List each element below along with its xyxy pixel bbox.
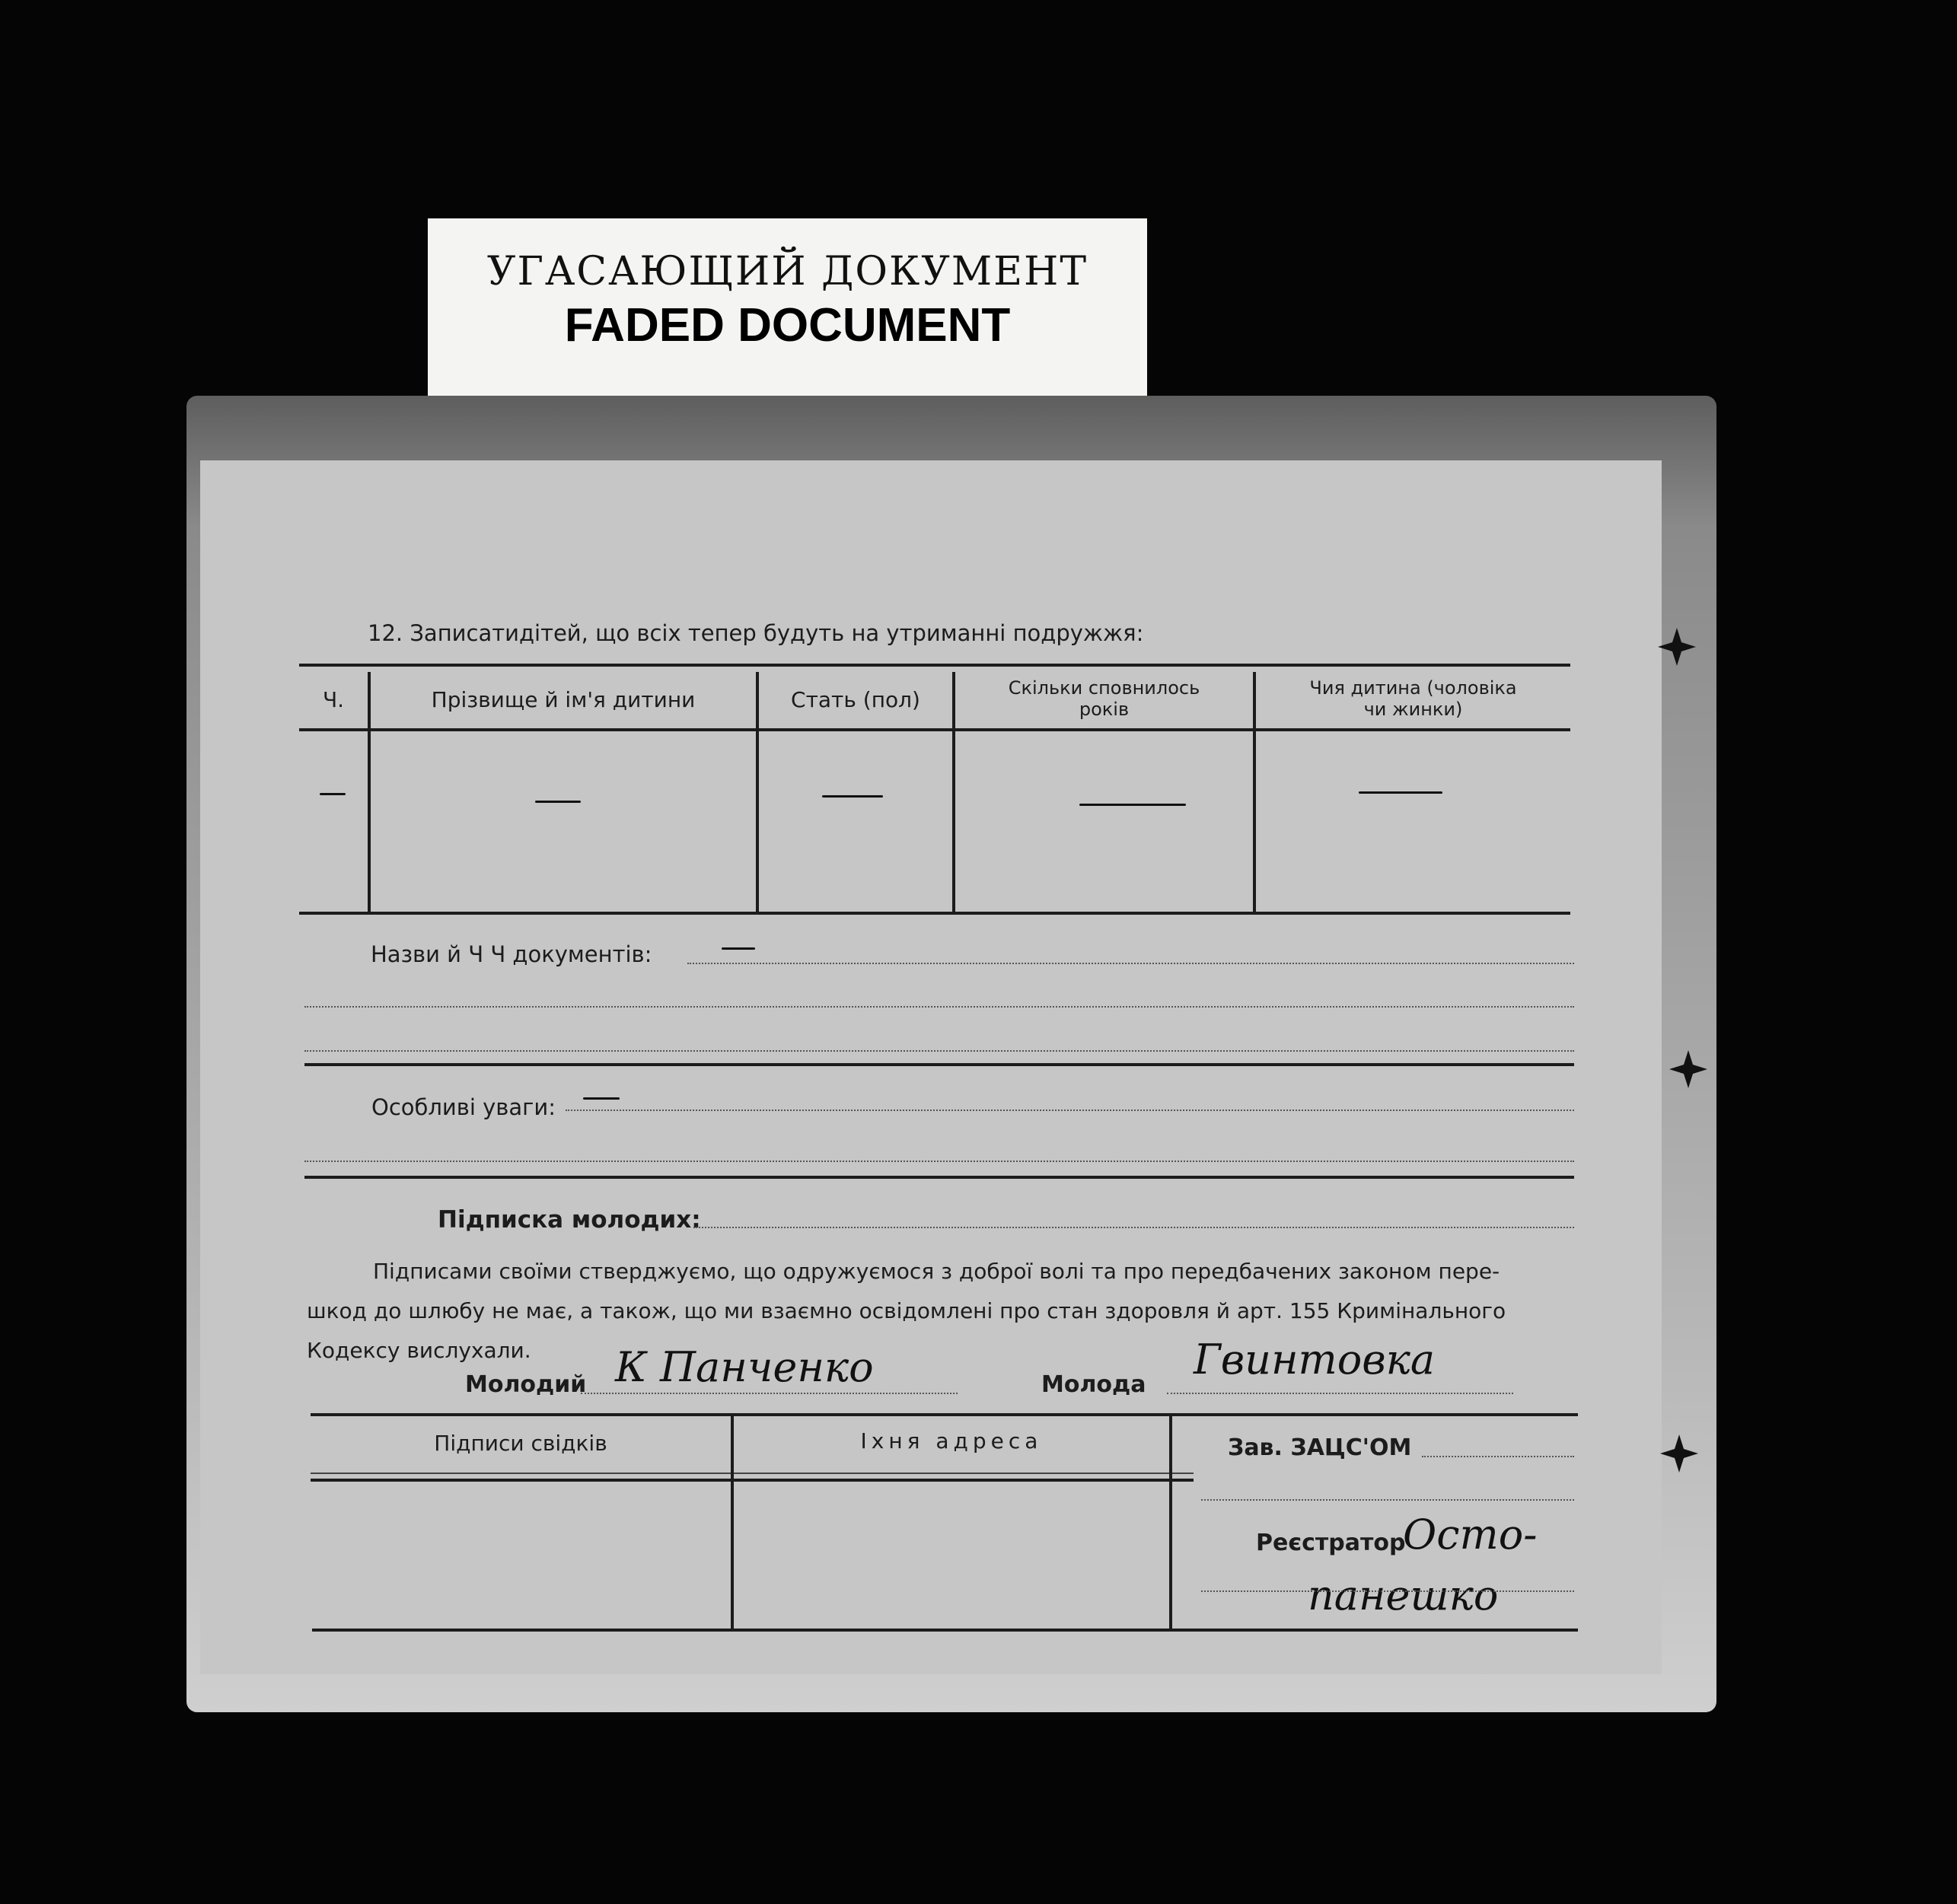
label-english: FADED DOCUMENT bbox=[564, 299, 1011, 352]
bottom-table-header-rule-thin bbox=[311, 1473, 1194, 1474]
handwritten-dash bbox=[535, 801, 581, 803]
col-whose-header-line2: чи жинки) bbox=[1363, 699, 1463, 720]
document-page bbox=[200, 460, 1662, 1674]
remarks-label: Особливі уваги: bbox=[371, 1094, 556, 1120]
bride-line bbox=[1167, 1393, 1513, 1394]
groom-line bbox=[581, 1393, 958, 1394]
registrar-signature-line2: панешко bbox=[1308, 1571, 1499, 1619]
remarks-line bbox=[566, 1110, 1574, 1111]
binding-hole-icon bbox=[1654, 624, 1700, 670]
signatures-heading: Підписка молодих: bbox=[438, 1206, 701, 1234]
declaration-line-1: Підписами своїми стверджуємо, що одружуємося з доброї волі та про передбачених законом пере- bbox=[373, 1259, 1500, 1284]
table-header-rule bbox=[299, 728, 1570, 731]
col-age-header-line2: років bbox=[1079, 699, 1130, 720]
handwritten-dash bbox=[822, 795, 883, 798]
col-whose-header-line1: Чия дитина (чоловіка bbox=[1309, 677, 1517, 699]
bride-signature: Гвинтовка bbox=[1194, 1336, 1436, 1383]
handwritten-dash bbox=[1359, 791, 1442, 794]
bottom-table-divider bbox=[1169, 1416, 1172, 1629]
documents-line bbox=[687, 963, 1574, 964]
witnesses-header: Підписи свідків bbox=[434, 1431, 607, 1456]
head-line-2 bbox=[1201, 1499, 1574, 1501]
declaration-line-2: шкод до шлюбу не має, а також, що ми взаємно освідомлені про стан здоровля й арт. 155 Кримінального bbox=[307, 1298, 1506, 1323]
head-line bbox=[1422, 1456, 1574, 1457]
registrar-line bbox=[1201, 1590, 1574, 1592]
signatures-line bbox=[693, 1227, 1574, 1228]
col-number-header: Ч. bbox=[322, 687, 345, 712]
documents-label: Назви й Ч Ч документів: bbox=[371, 941, 652, 967]
remarks-line bbox=[304, 1161, 1574, 1162]
handwritten-dash bbox=[583, 1097, 620, 1100]
label-russian: УГАСАЮЩИЙ ДОКУМЕНТ bbox=[486, 249, 1088, 295]
handwritten-dash bbox=[1079, 804, 1186, 806]
col-age-header-line1: Скільки сповнилось bbox=[1008, 677, 1200, 699]
section-rule bbox=[304, 1176, 1574, 1179]
address-header: Ixня адреса bbox=[860, 1428, 1043, 1453]
bride-label: Молода bbox=[1041, 1371, 1146, 1398]
handwritten-dash bbox=[320, 793, 346, 795]
section-rule bbox=[304, 1063, 1574, 1066]
bottom-table-bottom-rule bbox=[312, 1629, 1578, 1632]
declaration-line-3: Кодексу вислухали. bbox=[307, 1338, 531, 1363]
section-12-title: 12. Записатидітей, що всіх тепер будуть на утриманні подружжя: bbox=[368, 620, 1144, 646]
faded-document-label bbox=[428, 218, 1147, 399]
groom-signature: К Панченко bbox=[615, 1343, 874, 1391]
handwritten-dash bbox=[722, 947, 755, 950]
binding-hole-icon bbox=[1656, 1431, 1702, 1476]
registrar-signature-line1: Осто- bbox=[1403, 1511, 1538, 1559]
col-sex-header: Стать (пол) bbox=[791, 687, 920, 712]
documents-line bbox=[304, 1050, 1574, 1052]
table-bottom-rule bbox=[299, 912, 1570, 915]
col-name-header: Прізвище й ім'я дитини bbox=[431, 687, 696, 712]
documents-line bbox=[304, 1006, 1574, 1008]
table-top-rule bbox=[299, 664, 1570, 667]
groom-label: Молодий bbox=[465, 1371, 587, 1398]
head-label: Зав. ЗАЦС'ОМ bbox=[1228, 1434, 1412, 1461]
bottom-table-top-rule bbox=[311, 1413, 1578, 1416]
registrar-label: Реєстратор bbox=[1256, 1530, 1406, 1556]
binding-hole-icon bbox=[1665, 1046, 1711, 1092]
bottom-table-header-rule bbox=[311, 1479, 1194, 1482]
